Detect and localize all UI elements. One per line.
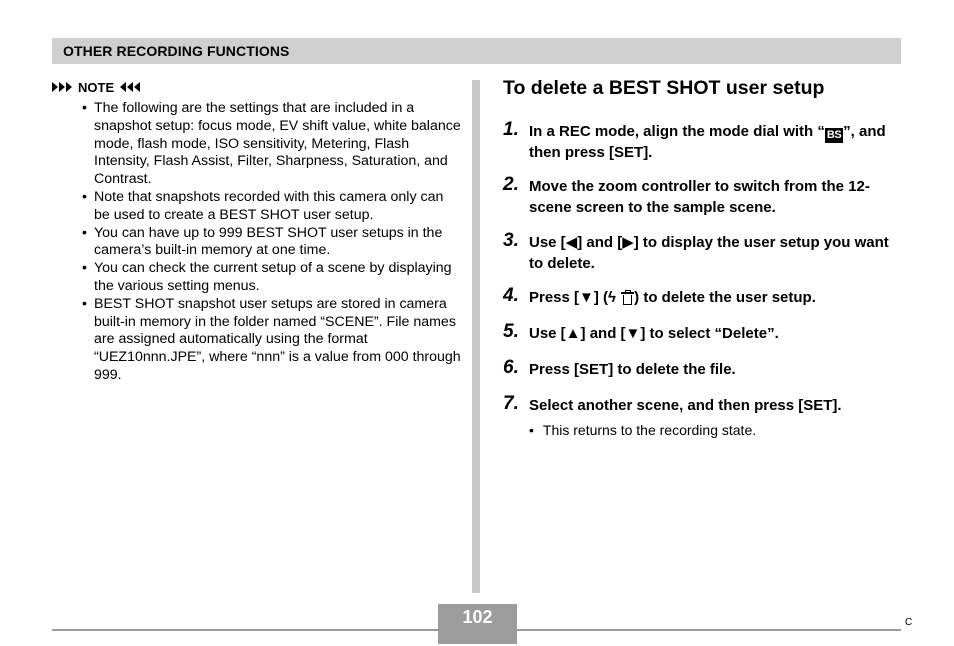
trash-icon: [621, 290, 634, 305]
section-header-bar: [52, 38, 901, 64]
column-divider: [472, 80, 480, 593]
step-number: 6.: [503, 357, 519, 378]
step-text: Press [▼] (ϟ ) to delete the user setup.: [529, 289, 816, 306]
page-number: 102: [462, 607, 493, 627]
step-number: 5.: [503, 321, 519, 342]
section-title: OTHER RECORDING FUNCTIONS: [63, 43, 290, 59]
flash-icon: ϟ: [608, 289, 616, 306]
note-item: • Note that snapshots recorded with this camera only can be used to create a BEST SHOT user setup.: [82, 189, 462, 225]
step-number: 2.: [503, 174, 519, 195]
page-number-box: [438, 604, 517, 644]
corner-mark: C: [905, 617, 913, 628]
note-list: [82, 100, 462, 385]
note-item: • You can check the current setup of a scene by displaying the various setting menus.: [82, 260, 462, 296]
note-item: • BEST SHOT snapshot user setups are stored in camera built-in memory in the folder named “SCENE”. File names are assigned automatically using the format “UEZ10nnn.JPE”, where “nnn” is a value from 000 through 999.: [82, 296, 462, 385]
step-text: Use [◀] and [▶] to display the user setup you want to delete.: [529, 234, 889, 272]
step-number: 4.: [503, 285, 519, 306]
page-title: To delete a BEST SHOT user setup: [503, 77, 825, 99]
best-shot-mode-icon: BS: [826, 129, 842, 141]
step-number: 3.: [503, 230, 519, 251]
step-number: 1.: [503, 119, 519, 140]
step-text: Press [SET] to delete the file.: [529, 361, 736, 378]
note-label: NOTE: [78, 79, 115, 95]
step-number: 7.: [503, 393, 519, 414]
note-arrows-left-icon: [120, 82, 140, 92]
step-sub-note: • This returns to the recording state.: [529, 422, 757, 438]
note-item: • You can have up to 999 BEST SHOT user setups in the camera’s built-in memory at one time.: [82, 225, 462, 261]
step-text: Use [▲] and [▼] to select “Delete”.: [529, 325, 779, 342]
step-text: In a REC mode, align the mode dial with “ BS ”, and then press [SET].: [529, 123, 886, 161]
step-text: Move the zoom controller to switch from the 12-scene screen to the sample scene.: [529, 178, 870, 216]
note-heading: [52, 78, 140, 96]
note-item: • The following are the settings that are included in a snapshot setup: focus mode, EV shift value, white balance mode, flash mode, ISO sensitivity, Metering, Flash Intensity, Flash Assist, Filter, Sharpness, Saturation, and Contrast.: [82, 100, 462, 189]
note-arrows-right-icon: [52, 82, 72, 92]
step-text: Select another scene, and then press [SET].: [529, 397, 842, 414]
